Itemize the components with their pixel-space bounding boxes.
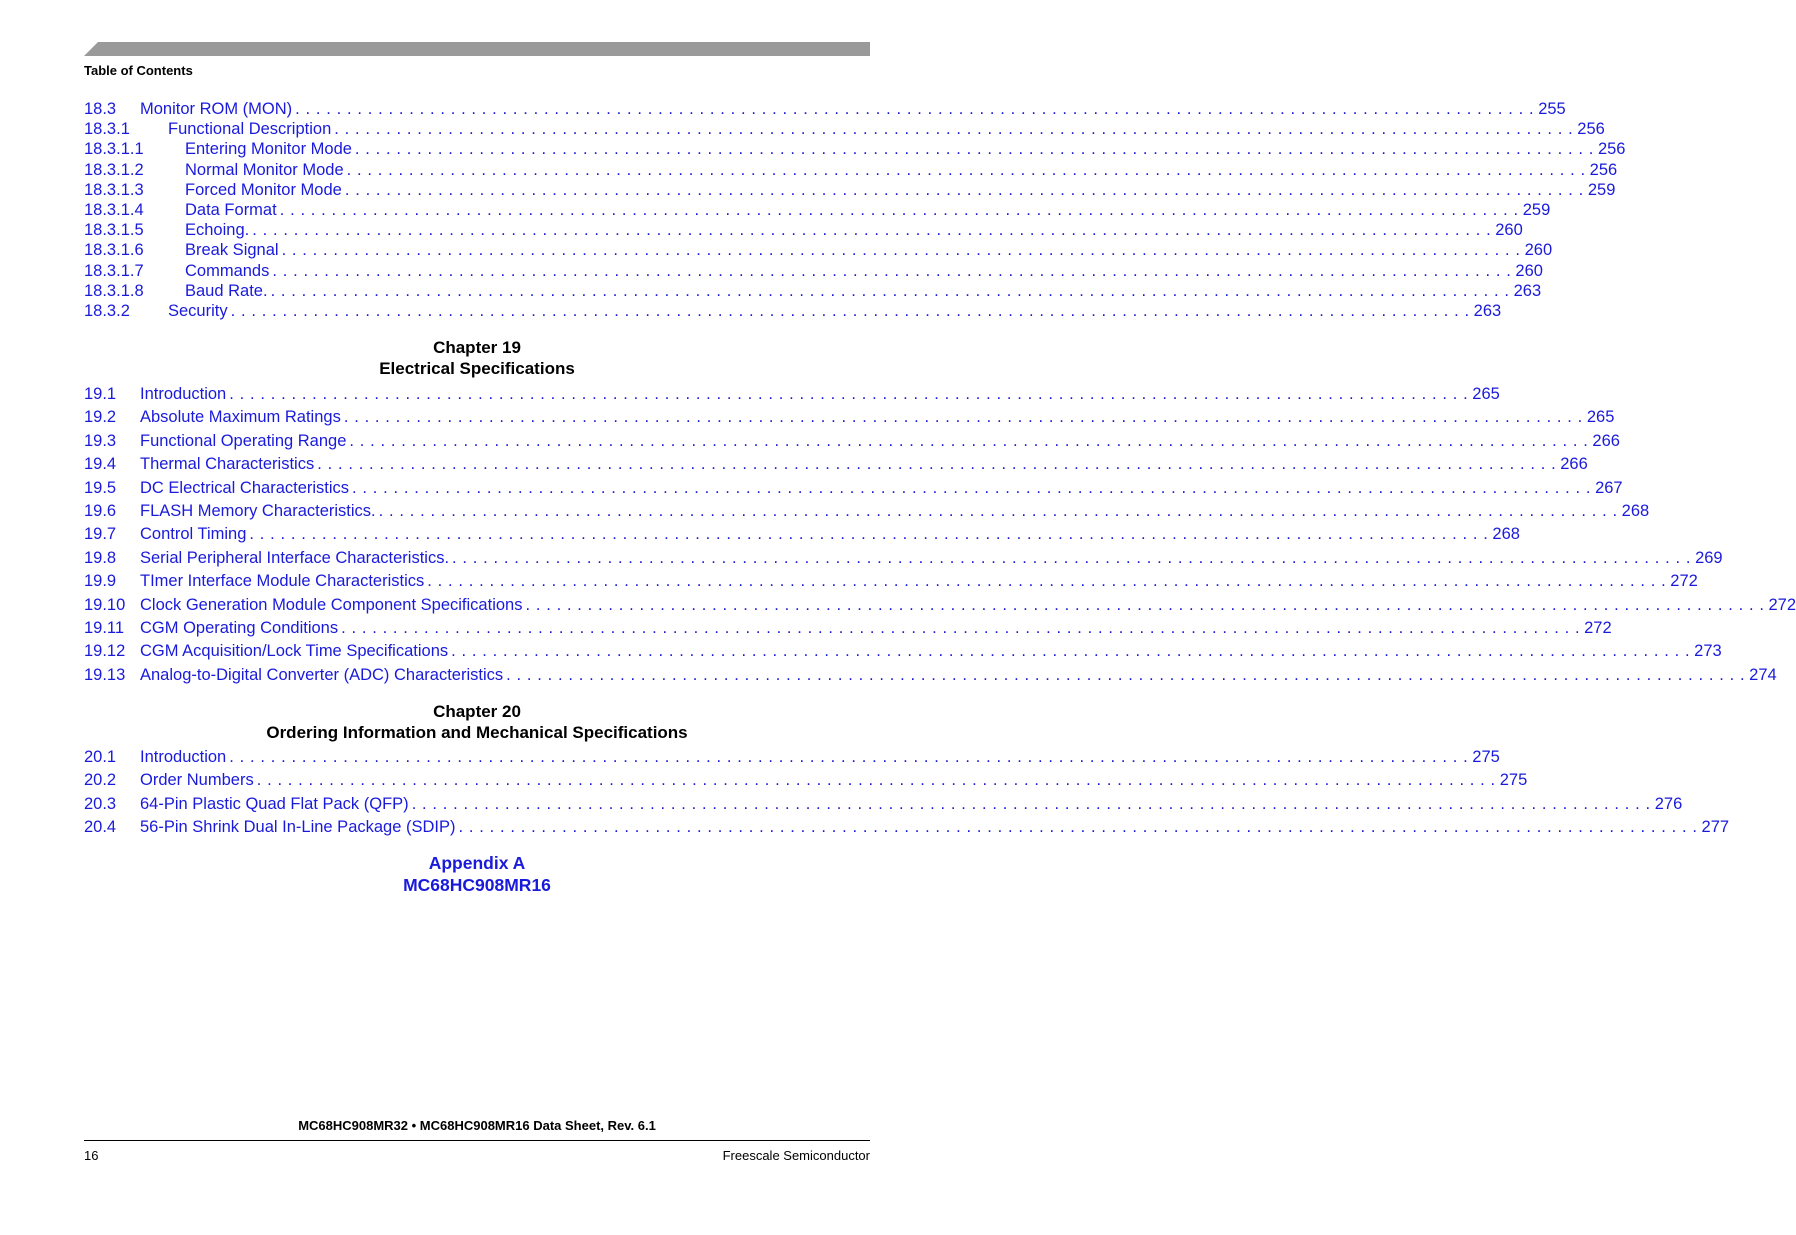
- toc-entry-title[interactable]: FLASH Memory Characteristics.: [140, 502, 376, 520]
- toc-entry[interactable]: [84, 548, 1723, 568]
- toc-entry-page[interactable]: 274: [1745, 665, 1777, 685]
- toc-entry-title[interactable]: Control Timing: [140, 525, 247, 544]
- toc-entry[interactable]: [84, 817, 1730, 837]
- toc-entry-number[interactable]: 18.3.1.3: [84, 180, 144, 199]
- toc-entry-number[interactable]: 19.8: [84, 548, 117, 567]
- toc-entry-title[interactable]: Introduction: [140, 748, 227, 766]
- toc-entry-title[interactable]: 56-Pin Shrink Dual In-Line Package (SDIP): [140, 818, 456, 837]
- toc-entry-number[interactable]: 19.1: [84, 385, 117, 403]
- toc-dot-leader: . . . . . . . . . . . . . . . . . . . . . . . . . . . . . . . . . . . . . . . . . . . . . . . . . . . . . . . . . . . . . . . . . . . . . . . . . . . . . . . . . . . . . . . . . . . . . . . . . . . . . . . . . . . . . . . . . . . . . . . .: [343, 408, 1583, 427]
- toc-entry-page[interactable]: 275: [1468, 747, 1500, 767]
- toc-dot-leader: . . . . . . . . . . . . . . . . . . . . . . . . . . . . . . . . . . . . . . . . . . . . . . . . . . . . . . . . . . . . . . . . . . . . . . . . . . . . . . . . . . . . . . . . . . . . . . . . . . . . . . . . . . . . . . . . . . . . . . . .: [427, 572, 1667, 591]
- toc-entry-number[interactable]: 19.2: [84, 408, 117, 427]
- toc-entry[interactable]: [84, 618, 1612, 638]
- toc-entry-title[interactable]: Forced Monitor Mode: [185, 180, 342, 199]
- toc-entry-title[interactable]: Functional Operating Range: [140, 431, 347, 450]
- toc-dot-leader: . . . . . . . . . . . . . . . . . . . . . . . . . . . . . . . . . . . . . . . . . . . . . . . . . . . . . . . . . . . . . . . . . . . . . . . . . . . . . . . . . . . . . . . . . . . . . . . . . . . . . . . . . . . . . . . . . . . . . . . .: [452, 548, 1692, 567]
- toc-entry-title[interactable]: Break Signal: [185, 241, 279, 260]
- toc-entry-number[interactable]: 18.3.2: [84, 302, 130, 320]
- toc-entry-number[interactable]: 20.4: [84, 818, 117, 837]
- toc-entry[interactable]: [84, 770, 1528, 790]
- footer-page-number: 16: [84, 1148, 99, 1163]
- toc-entry-page[interactable]: 276: [1651, 794, 1683, 814]
- toc-entry-title[interactable]: Entering Monitor Mode: [185, 140, 352, 159]
- toc-dot-leader: . . . . . . . . . . . . . . . . . . . . . . . . . . . . . . . . . . . . . . . . . . . . . . . . . . . . . . . . . . . . . . . . . . . . . . . . . . . . . . . . . . . . . . . . . . . . . . . . . . . . . . . . . . . . . . . . . . . . . . . .: [270, 281, 1510, 300]
- toc-entry-title[interactable]: Normal Monitor Mode: [185, 160, 344, 179]
- toc-entry-number[interactable]: 19.11: [84, 619, 125, 637]
- toc-entry-title[interactable]: Security: [168, 302, 228, 320]
- toc-entry[interactable]: [84, 139, 1626, 159]
- toc-entry-number[interactable]: 18.3.1.5: [84, 221, 144, 240]
- toc-entry-number[interactable]: 18.3.1.1: [84, 140, 144, 159]
- toc-entry-page[interactable]: 267: [1591, 478, 1623, 498]
- chapter-20-label: Chapter 20: [433, 702, 521, 721]
- toc-entry-page[interactable]: 260: [1491, 220, 1523, 240]
- toc-entry[interactable]: [84, 261, 1543, 281]
- toc-entry[interactable]: [84, 571, 1698, 591]
- toc-dot-leader: . . . . . . . . . . . . . . . . . . . . . . . . . . . . . . . . . . . . . . . . . . . . . . . . . . . . . . . . . . . . . . . . . . . . . . . . . . . . . . . . . . . . . . . . . . . . . . . . . . . . . . . . . . . . . . . . . . . . . . . .: [458, 818, 1698, 837]
- toc-entry-page[interactable]: 260: [1511, 261, 1543, 281]
- toc-entry-title[interactable]: Thermal Characteristics: [140, 455, 315, 474]
- toc-entry-title[interactable]: Absolute Maximum Ratings: [140, 408, 341, 427]
- toc-entry[interactable]: [84, 501, 1650, 521]
- toc-entry[interactable]: [84, 478, 1623, 498]
- toc-entry[interactable]: [84, 524, 1520, 544]
- toc-entry-title[interactable]: Data Format: [185, 201, 277, 219]
- toc-entry-title[interactable]: Monitor ROM (MON): [140, 100, 293, 118]
- toc-dot-leader: . . . . . . . . . . . . . . . . . . . . . . . . . . . . . . . . . . . . . . . . . . . . . . . . . . . . . . . . . . . . . . . . . . . . . . . . . . . . . . . . . . . . . . . . . . . . . . . . . . . . . . . . . . . . . . . . . . . . . . . .: [341, 619, 1581, 637]
- toc-entry[interactable]: [84, 99, 1566, 119]
- toc-entry-title[interactable]: CGM Operating Conditions: [140, 619, 339, 637]
- toc-entry[interactable]: [84, 454, 1588, 474]
- toc-entry-number[interactable]: 19.4: [84, 455, 117, 474]
- toc-entry-title[interactable]: Introduction: [140, 385, 227, 403]
- toc-entry[interactable]: [84, 180, 1616, 200]
- chapter-20-title: Ordering Information and Mechanical Specifications: [266, 723, 688, 742]
- toc-entry-page[interactable]: 275: [1496, 770, 1528, 790]
- toc-dot-leader: . . . . . . . . . . . . . . . . . . . . . . . . . . . . . . . . . . . . . . . . . . . . . . . . . . . . . . . . . . . . . . . . . . . . . . . . . . . . . . . . . . . . . . . . . . . . . . . . . . . . . . . . . . . . . . . . . . . . . . . .: [256, 771, 1496, 790]
- toc-entry[interactable]: [84, 384, 1500, 404]
- toc-entry-number[interactable]: 19.9: [84, 572, 117, 591]
- toc-entry-number[interactable]: 19.13: [84, 665, 126, 684]
- toc-entry[interactable]: [84, 431, 1620, 451]
- toc-entry-page[interactable]: 268: [1618, 501, 1650, 521]
- toc-entry[interactable]: [84, 407, 1615, 427]
- toc-entry-page[interactable]: 272: [1580, 618, 1612, 638]
- toc-entry-page[interactable]: 259: [1584, 180, 1616, 200]
- toc-entry[interactable]: [84, 119, 1605, 139]
- toc-dot-leader: . . . . . . . . . . . . . . . . . . . . . . . . . . . . . . . . . . . . . . . . . . . . . . . . . . . . . . . . . . . . . . . . . . . . . . . . . . . . . . . . . . . . . . . . . . . . . . . . . . . . . . . . . . . . . . . . . . . . . . . .: [334, 120, 1574, 139]
- toc-entry-page[interactable]: 266: [1588, 431, 1620, 451]
- toc-entry[interactable]: [84, 641, 1722, 661]
- toc-entry-number[interactable]: 19.3: [84, 431, 117, 450]
- toc-entry-number[interactable]: 18.3.1.6: [84, 241, 144, 260]
- toc-entry[interactable]: [84, 595, 1796, 615]
- toc-entry-number[interactable]: 19.12: [84, 642, 126, 661]
- toc-entry-number[interactable]: 18.3.1.8: [84, 281, 144, 300]
- toc-entry-page[interactable]: 263: [1510, 281, 1542, 301]
- footer-company: Freescale Semiconductor: [722, 1148, 870, 1163]
- toc-entry-title[interactable]: Functional Description: [168, 120, 332, 139]
- toc-dot-leader: . . . . . . . . . . . . . . . . . . . . . . . . . . . . . . . . . . . . . . . . . . . . . . . . . . . . . . . . . . . . . . . . . . . . . . . . . . . . . . . . . . . . . . . . . . . . . . . . . . . . . . . . . . . . . . . . . . . . . . . .: [411, 794, 1651, 813]
- chapter-19-title: Electrical Specifications: [379, 359, 575, 378]
- toc-entry-number[interactable]: 19.7: [84, 525, 117, 544]
- appendix-a-heading[interactable]: [84, 852, 870, 896]
- toc-entry-page[interactable]: 269: [1691, 548, 1723, 568]
- toc-entry-title[interactable]: Baud Rate.: [185, 281, 268, 300]
- toc-entry[interactable]: [84, 220, 1523, 240]
- toc-dot-leader: . . . . . . . . . . . . . . . . . . . . . . . . . . . . . . . . . . . . . . . . . . . . . . . . . . . . . . . . . . . . . . . . . . . . . . . . . . . . . . . . . . . . . . . . . . . . . . . . . . . . . . . . . . . . . . . . . . . . . . . .: [354, 140, 1594, 159]
- toc-entry-title[interactable]: Echoing.: [185, 221, 250, 240]
- toc-entry[interactable]: [84, 301, 1502, 321]
- toc-entry-page[interactable]: 263: [1470, 301, 1502, 321]
- toc-entry-title[interactable]: DC Electrical Characteristics: [140, 478, 350, 497]
- toc-dot-leader: . . . . . . . . . . . . . . . . . . . . . . . . . . . . . . . . . . . . . . . . . . . . . . . . . . . . . . . . . . . . . . . . . . . . . . . . . . . . . . . . . . . . . . . . . . . . . . . . . . . . . . . . . . . . . . . . . . . . . . . .: [229, 385, 1469, 403]
- toc-entry[interactable]: [84, 794, 1683, 814]
- toc-dot-leader: . . . . . . . . . . . . . . . . . . . . . . . . . . . . . . . . . . . . . . . . . . . . . . . . . . . . . . . . . . . . . . . . . . . . . . . . . . . . . . . . . . . . . . . . . . . . . . . . . . . . . . . . . . . . . . . . . . . . . . . .: [506, 665, 1746, 684]
- toc-dot-leader: . . . . . . . . . . . . . . . . . . . . . . . . . . . . . . . . . . . . . . . . . . . . . . . . . . . . . . . . . . . . . . . . . . . . . . . . . . . . . . . . . . . . . . . . . . . . . . . . . . . . . . . . . . . . . . . . . . . . . . . .: [344, 180, 1584, 199]
- header-bar: [84, 42, 870, 56]
- toc-entry[interactable]: [84, 240, 1553, 260]
- toc-entry[interactable]: [84, 281, 1542, 301]
- toc-entry-page[interactable]: 277: [1698, 817, 1730, 837]
- toc-entry-number[interactable]: 18.3.1.7: [84, 261, 144, 280]
- toc-entry-page[interactable]: 266: [1556, 454, 1588, 474]
- chapter-19-label: Chapter 19: [433, 338, 521, 357]
- toc-entry[interactable]: [84, 200, 1551, 220]
- toc-entry-title[interactable]: Analog-to-Digital Converter (ADC) Characteristics: [140, 665, 504, 684]
- toc-dot-leader: . . . . . . . . . . . . . . . . . . . . . . . . . . . . . . . . . . . . . . . . . . . . . . . . . . . . . . . . . . . . . . . . . . . . . . . . . . . . . . . . . . . . . . . . . . . . . . . . . . . . . . . . . . . . . . . . . . . . . . . .: [279, 201, 1519, 219]
- toc-entry-number[interactable]: 18.3.1.2: [84, 160, 144, 179]
- toc-entry-number[interactable]: 18.3.1.4: [84, 201, 144, 219]
- toc-dot-leader: . . . . . . . . . . . . . . . . . . . . . . . . . . . . . . . . . . . . . . . . . . . . . . . . . . . . . . . . . . . . . . . . . . . . . . . . . . . . . . . . . . . . . . . . . . . . . . . . . . . . . . . . . . . . . . . . . . . . . . . .: [281, 241, 1521, 260]
- chapter-19-heading: [84, 337, 870, 379]
- toc-entry-number[interactable]: 19.6: [84, 502, 117, 520]
- toc-entry-title[interactable]: Clock Generation Module Component Specifications: [140, 595, 523, 614]
- appendix-title[interactable]: MC68HC908MR16: [403, 875, 551, 895]
- toc-entry-title[interactable]: Serial Peripheral Interface Characteristics.: [140, 548, 450, 567]
- toc-entry-number[interactable]: 20.2: [84, 771, 117, 790]
- toc-dot-leader: . . . . . . . . . . . . . . . . . . . . . . . . . . . . . . . . . . . . . . . . . . . . . . . . . . . . . . . . . . . . . . . . . . . . . . . . . . . . . . . . . . . . . . . . . . . . . . . . . . . . . . . . . . . . . . . . . . . . . . . .: [346, 160, 1586, 179]
- toc-dot-leader: . . . . . . . . . . . . . . . . . . . . . . . . . . . . . . . . . . . . . . . . . . . . . . . . . . . . . . . . . . . . . . . . . . . . . . . . . . . . . . . . . . . . . . . . . . . . . . . . . . . . . . . . . . . . . . . . . . . . . . . .: [525, 595, 1765, 614]
- toc-entry-number[interactable]: 20.1: [84, 748, 117, 766]
- toc-entry-number[interactable]: 20.3: [84, 794, 117, 813]
- toc-dot-leader: . . . . . . . . . . . . . . . . . . . . . . . . . . . . . . . . . . . . . . . . . . . . . . . . . . . . . . . . . . . . . . . . . . . . . . . . . . . . . . . . . . . . . . . . . . . . . . . . . . . . . . . . . . . . . . . . . . . . . . . .: [252, 221, 1492, 240]
- toc-entry-number[interactable]: 18.3: [84, 100, 117, 118]
- toc-entry-number[interactable]: 18.3.1: [84, 120, 130, 139]
- toc-entry-page[interactable]: 272: [1666, 571, 1698, 591]
- toc-entry-title[interactable]: 64-Pin Plastic Quad Flat Pack (QFP): [140, 794, 409, 813]
- toc-dot-leader: . . . . . . . . . . . . . . . . . . . . . . . . . . . . . . . . . . . . . . . . . . . . . . . . . . . . . . . . . . . . . . . . . . . . . . . . . . . . . . . . . . . . . . . . . . . . . . . . . . . . . . . . . . . . . . . . . . . . . . . .: [229, 748, 1469, 766]
- appendix-label[interactable]: Appendix A: [428, 853, 526, 873]
- toc-entry-number[interactable]: 19.5: [84, 478, 117, 497]
- toc-dot-leader: . . . . . . . . . . . . . . . . . . . . . . . . . . . . . . . . . . . . . . . . . . . . . . . . . . . . . . . . . . . . . . . . . . . . . . . . . . . . . . . . . . . . . . . . . . . . . . . . . . . . . . . . . . . . . . . . . . . . . . . .: [451, 642, 1691, 661]
- footer-document-title: MC68HC908MR32 • MC68HC908MR16 Data Sheet, Rev. 6.1: [298, 1118, 656, 1133]
- toc-dot-leader: . . . . . . . . . . . . . . . . . . . . . . . . . . . . . . . . . . . . . . . . . . . . . . . . . . . . . . . . . . . . . . . . . . . . . . . . . . . . . . . . . . . . . . . . . . . . . . . . . . . . . . . . . . . . . . . . . . . . . . . .: [349, 431, 1589, 450]
- toc-entry-page[interactable]: 260: [1521, 240, 1553, 260]
- running-header-title: Table of Contents: [84, 63, 193, 78]
- header-bar-shape: [84, 42, 870, 56]
- chapter-20-heading: [84, 701, 870, 743]
- toc-entry-page[interactable]: 259: [1519, 200, 1551, 220]
- toc-dot-leader: . . . . . . . . . . . . . . . . . . . . . . . . . . . . . . . . . . . . . . . . . . . . . . . . . . . . . . . . . . . . . . . . . . . . . . . . . . . . . . . . . . . . . . . . . . . . . . . . . . . . . . . . . . . . . . . . . . . . . . . .: [317, 455, 1557, 474]
- toc-dot-leader: . . . . . . . . . . . . . . . . . . . . . . . . . . . . . . . . . . . . . . . . . . . . . . . . . . . . . . . . . . . . . . . . . . . . . . . . . . . . . . . . . . . . . . . . . . . . . . . . . . . . . . . . . . . . . . . . . . . . . . . .: [249, 525, 1489, 544]
- toc-entry-page[interactable]: 272: [1765, 595, 1796, 615]
- toc-entry-title[interactable]: CGM Acquisition/Lock Time Specifications: [140, 642, 449, 661]
- toc-entry-title[interactable]: Commands: [185, 261, 270, 280]
- footer-divider: [84, 1140, 870, 1141]
- toc-dot-leader: . . . . . . . . . . . . . . . . . . . . . . . . . . . . . . . . . . . . . . . . . . . . . . . . . . . . . . . . . . . . . . . . . . . . . . . . . . . . . . . . . . . . . . . . . . . . . . . . . . . . . . . . . . . . . . . . . . . . . . . .: [352, 478, 1592, 497]
- toc-dot-leader: . . . . . . . . . . . . . . . . . . . . . . . . . . . . . . . . . . . . . . . . . . . . . . . . . . . . . . . . . . . . . . . . . . . . . . . . . . . . . . . . . . . . . . . . . . . . . . . . . . . . . . . . . . . . . . . . . . . . . . . .: [295, 100, 1535, 118]
- toc-dot-leader: . . . . . . . . . . . . . . . . . . . . . . . . . . . . . . . . . . . . . . . . . . . . . . . . . . . . . . . . . . . . . . . . . . . . . . . . . . . . . . . . . . . . . . . . . . . . . . . . . . . . . . . . . . . . . . . . . . . . . . . .: [378, 502, 1618, 520]
- toc-entry-page[interactable]: 273: [1690, 641, 1722, 661]
- toc-entry-page[interactable]: 268: [1488, 524, 1520, 544]
- toc-entry[interactable]: [84, 665, 1777, 685]
- toc-entry-page[interactable]: 265: [1468, 384, 1500, 404]
- toc-entry-page[interactable]: 265: [1583, 407, 1615, 427]
- toc-dot-leader: . . . . . . . . . . . . . . . . . . . . . . . . . . . . . . . . . . . . . . . . . . . . . . . . . . . . . . . . . . . . . . . . . . . . . . . . . . . . . . . . . . . . . . . . . . . . . . . . . . . . . . . . . . . . . . . . . . . . . . . .: [272, 261, 1512, 280]
- toc-entry-title[interactable]: Order Numbers: [140, 771, 254, 790]
- toc-entry-number[interactable]: 19.10: [84, 595, 126, 614]
- toc-entry-title[interactable]: TImer Interface Module Characteristics: [140, 572, 425, 591]
- toc-entry-page[interactable]: 255: [1534, 99, 1566, 119]
- toc-entry[interactable]: [84, 160, 1618, 180]
- toc-entry-page[interactable]: 256: [1594, 139, 1626, 159]
- toc-dot-leader: . . . . . . . . . . . . . . . . . . . . . . . . . . . . . . . . . . . . . . . . . . . . . . . . . . . . . . . . . . . . . . . . . . . . . . . . . . . . . . . . . . . . . . . . . . . . . . . . . . . . . . . . . . . . . . . . . . . . . . . .: [230, 302, 1470, 320]
- toc-entry[interactable]: [84, 747, 1500, 767]
- toc-entry-page[interactable]: 256: [1573, 119, 1605, 139]
- toc-entry-page[interactable]: 256: [1586, 160, 1618, 180]
